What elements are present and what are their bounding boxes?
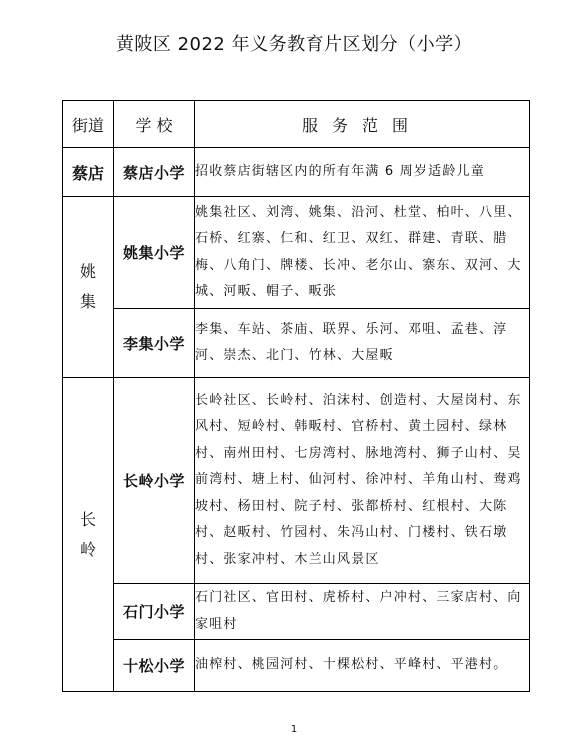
district-table	[62, 100, 530, 692]
street-name-char: 姚	[79, 262, 96, 281]
service-range: 石门社区、官田村、虎桥村、户冲村、三家店村、向家咀村	[195, 584, 530, 640]
service-range: 姚集社区、刘湾、姚集、沿河、杜堂、柏叶、八里、石桥、红寨、仁和、红卫、双红、群建、青联、腊梅、八角门、牌楼、长冲、老尔山、寨东、双河、大城、河畈、帽子、畈张	[195, 197, 530, 309]
table-row	[63, 148, 530, 197]
header-school: 学 校	[114, 101, 195, 148]
page-number: 1	[290, 724, 298, 735]
service-range: 招收蔡店街辖区内的所有年满 6 周岁适龄儿童	[195, 148, 530, 197]
school-name: 石门小学	[114, 584, 195, 640]
street-cell	[63, 148, 114, 197]
school-name: 李集小学	[114, 309, 195, 378]
school-name: 十松小学	[114, 640, 195, 692]
school-name: 姚集小学	[114, 197, 195, 309]
service-range: 李集、车站、茶庙、联界、乐河、邓咀、孟巷、淳河、崇杰、北门、竹林、大屋畈	[195, 309, 530, 378]
table-row	[63, 640, 530, 692]
table-row	[63, 378, 530, 584]
school-name: 蔡店小学	[114, 148, 195, 197]
table-row	[63, 197, 530, 309]
table-row	[63, 584, 530, 640]
table-row	[63, 309, 530, 378]
service-range: 长岭社区、长岭村、泊沫村、创造村、大屋岗村、东风村、短岭村、韩畈村、官桥村、黄土园村、绿林村、南州田村、七房湾村、脉地湾村、狮子山村、吴前湾村、塘上村、仙河村、徐冲村、羊角山村、鸯鸡坡村、杨田村、院子村、张都桥村、红根村、大陈村、赵畈村、竹园村、朱冯山村、门楼村、铁石墩村、张家冲村、木兰山风景区	[195, 378, 530, 584]
header-service-range: 服务范围	[195, 101, 530, 148]
street-name-char: 集	[79, 292, 96, 311]
street-name-char: 岭	[79, 539, 96, 559]
header-street: 街道	[63, 101, 114, 148]
document-title: 黄陂区 2022 年义务教育片区划分（小学）	[115, 34, 473, 55]
street-name-char: 长	[79, 509, 96, 529]
street-cell	[63, 378, 114, 692]
street-name: 蔡店	[71, 163, 104, 183]
street-cell	[63, 197, 114, 378]
table-header-row	[63, 101, 530, 148]
school-name: 长岭小学	[114, 378, 195, 584]
service-range: 油榨村、桃园河村、十棵松村、平峰村、平港村。	[195, 640, 530, 692]
